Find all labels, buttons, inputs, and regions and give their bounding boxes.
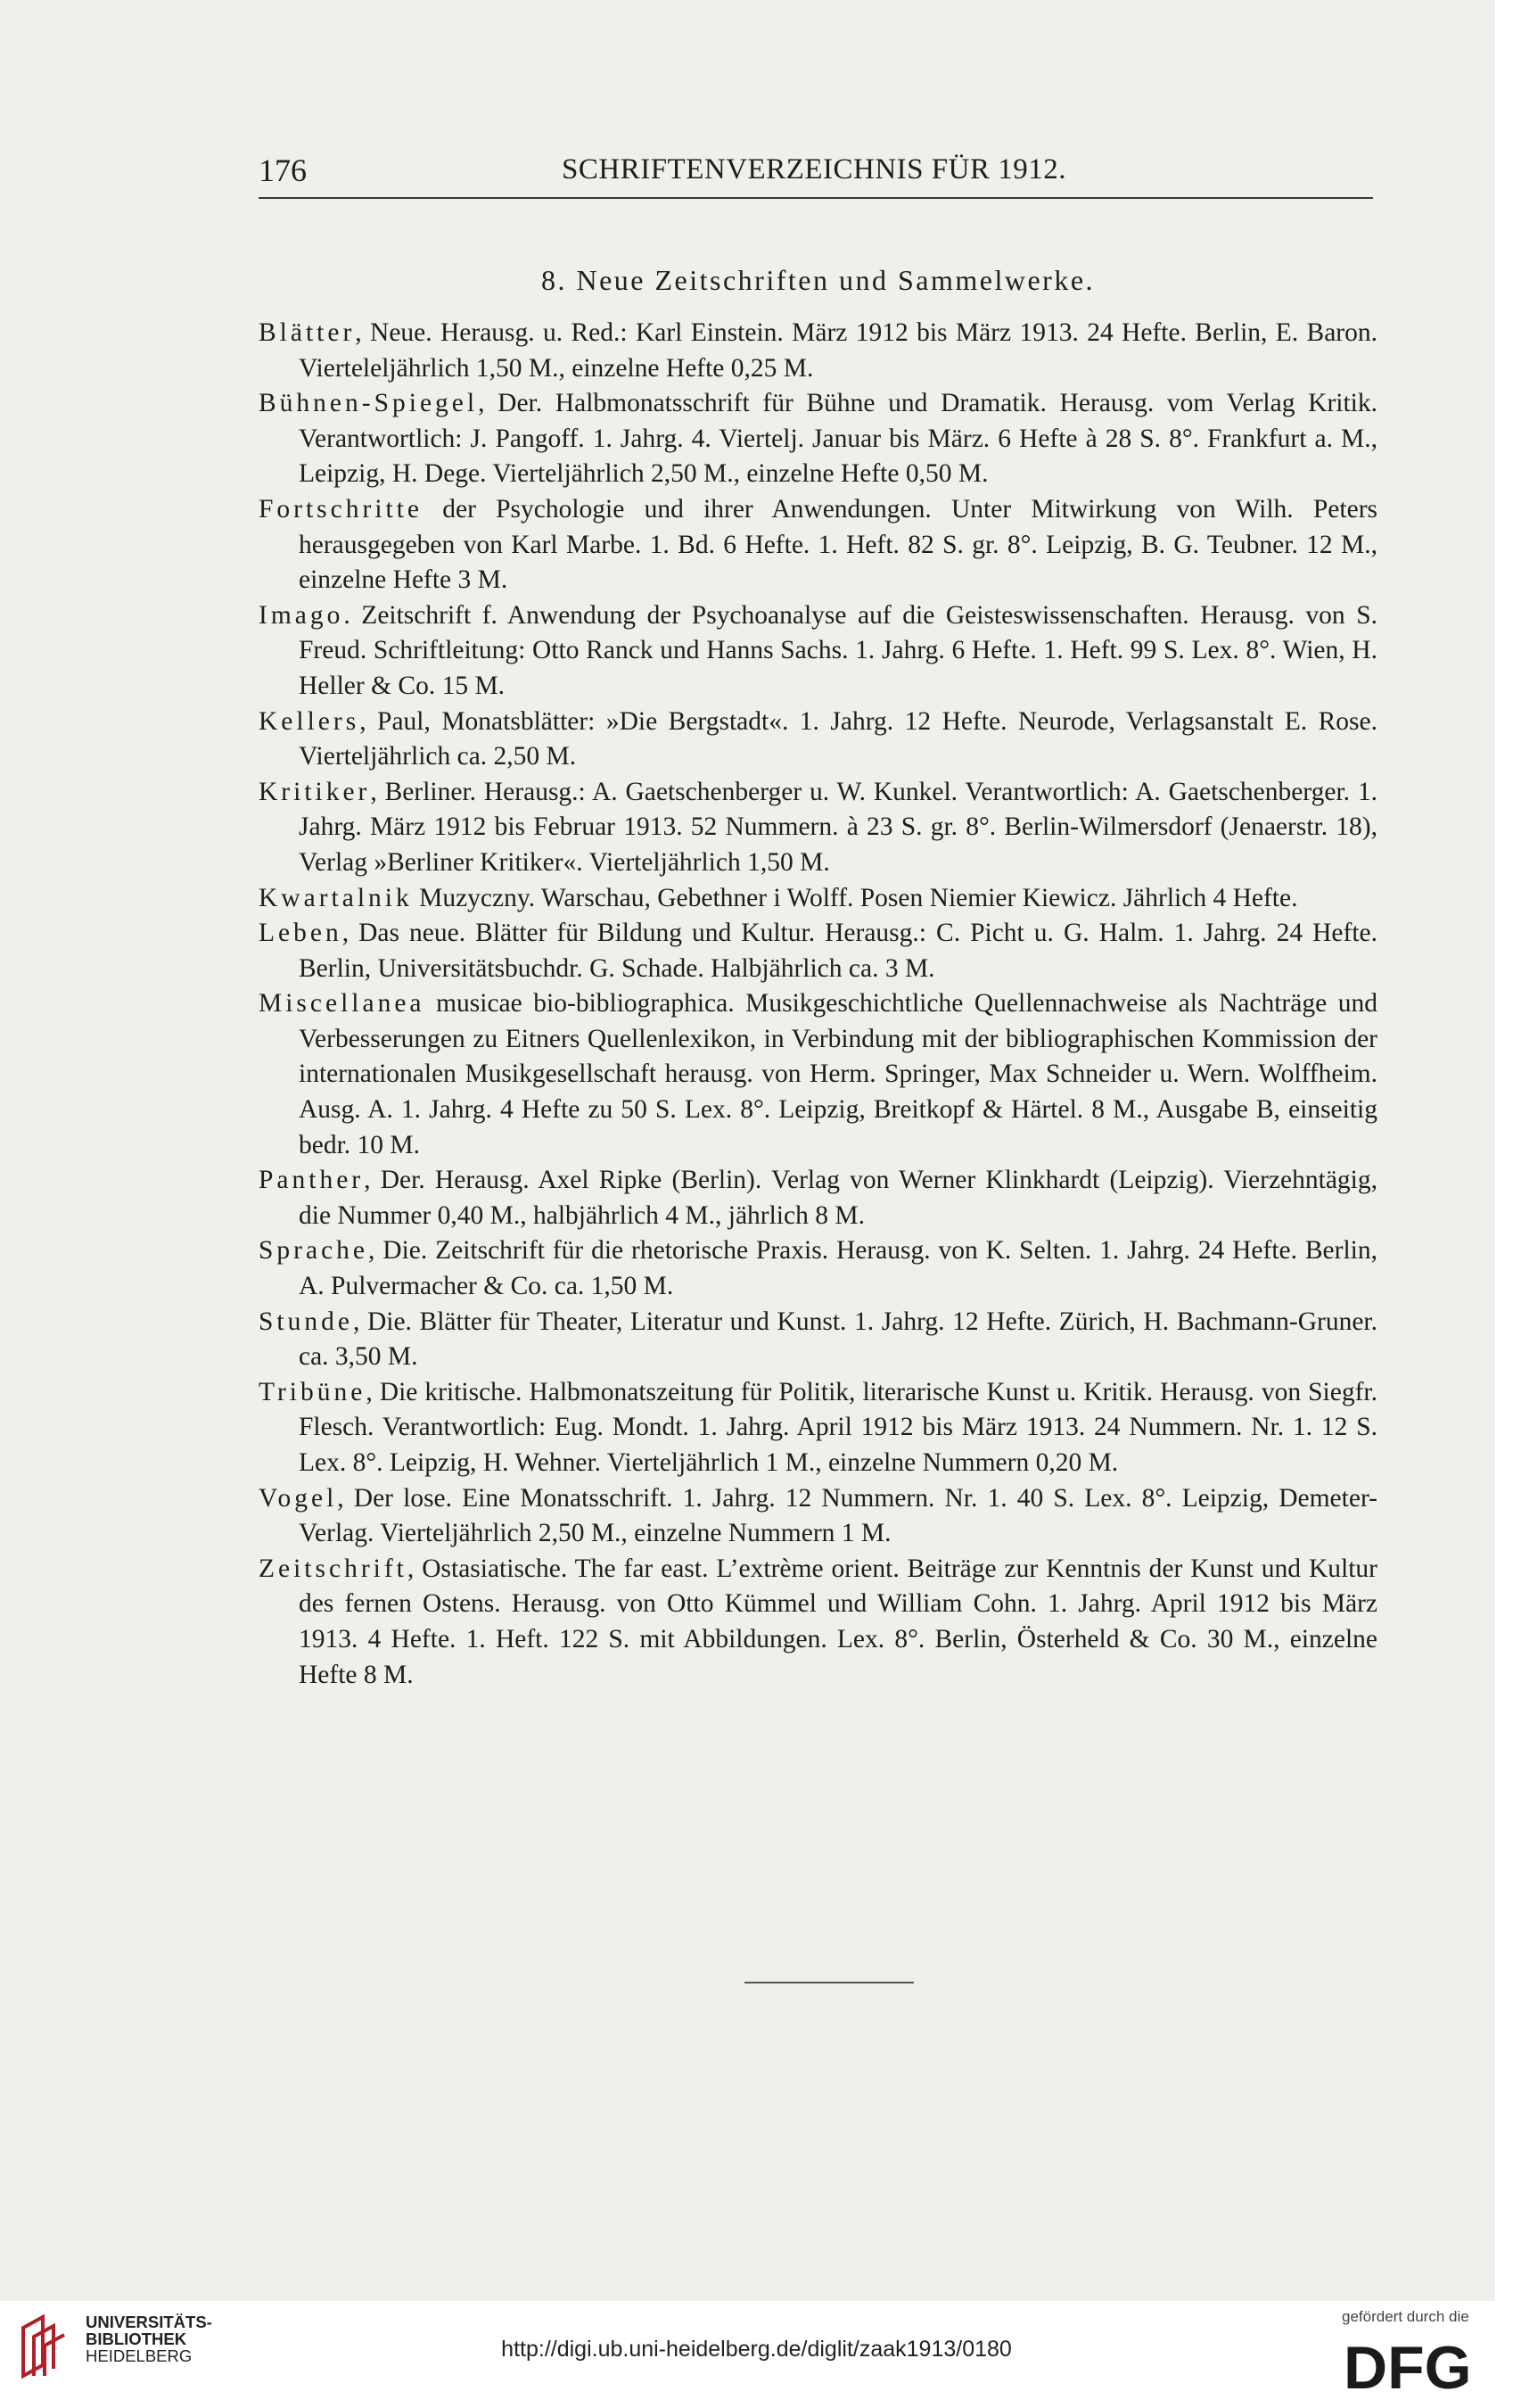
- entry-keyword: Kwartalnik: [259, 883, 413, 912]
- funding-note: gefördert durch die: [1342, 2308, 1469, 2325]
- page-edge: [1495, 0, 1513, 2301]
- bibliography-entry: [259, 986, 1377, 1163]
- section-heading: 8. Neue Zeitschriften und Sammelwerke.: [540, 264, 1096, 296]
- running-title: SCHRIFTENVERZEICHNIS FÜR 1912.: [562, 153, 1066, 186]
- entry-text: , Die. Zeitschrift für die rhetorische Praxis. Herausg. von K. Selten. 1. Jahrg. 24 Hefte. Berlin, A. Pulvermacher & Co. ca. 1,50 M.: [299, 1236, 1377, 1301]
- entry-keyword: Sprache: [259, 1236, 369, 1266]
- entry-text: , Das neue. Blätter für Bildung und Kultur. Herausg.: C. Picht u. G. Halm. 1. Jahrg. 24 Hefte. Berlin, Universitätsbuchdr. G. Schade. Halbjährlich ca. 3 M.: [299, 919, 1377, 983]
- entry-text: , Die kritische. Halbmonatszeitung für Politik, literarische Kunst u. Kritik. Herausg. von Siegfr. Flesch. Verantwortlich: Eug. Mondt. 1. Jahrg. April 1912 bis März 1913. 24 Nummern. Nr. 1. 12 S. Lex. 8°. Leipzig, H. Wehner. Vierteljährlich 1 M., einzelne Nummern 0,20 M.: [299, 1377, 1377, 1477]
- entry-keyword: Fortschritte: [259, 494, 423, 524]
- entries-list: [259, 316, 1377, 1693]
- bibliography-entry: [259, 1305, 1377, 1375]
- entry-text: Muzyczny. Warschau, Gebethner i Wolff. Posen Niemier Kiewicz. Jährlich 4 Hefte.: [412, 883, 1298, 912]
- bibliography-entry: [259, 881, 1377, 917]
- bibliography-entry: [259, 386, 1377, 492]
- bibliography-entry: [259, 1552, 1377, 1693]
- entry-keyword: Bühnen-Spiegel: [259, 389, 479, 418]
- header-rule: [259, 197, 1373, 199]
- entry-text: . Zeitschrift f. Anwendung der Psychoanalyse auf die Geisteswissenschaften. Herausg. von S. Freud. Schriftleitung: Otto Ranck und Hanns Sachs. 1. Jahrg. 6 Hefte. 1. Heft. 99 S. Lex. 8°. Wien, H. Heller & Co. 15 M.: [299, 600, 1377, 700]
- entry-text: , Der. Halbmonatsschrift für Bühne und Dramatik. Herausg. vom Verlag Kritik. Verantwortlich: J. Pangoff. 1. Jahrg. 4. Viertelj. Januar bis März. 6 Hefte à 28 S. 8°. Frankfurt a. M., Leipzig, H. Dege. Vierteljährlich 2,50 M., einzelne Hefte 0,50 M.: [299, 389, 1377, 489]
- bibliography-entry: [259, 1233, 1377, 1304]
- source-url[interactable]: http://digi.ub.uni-heidelberg.de/diglit/zaak1913/0180: [501, 2337, 1012, 2362]
- entry-text: , Der. Herausg. Axel Ripke (Berlin). Verlag von Werner Klinkhardt (Leipzig). Vierzehntägig, die Nummer 0,40 M., halbjährlich 4 M., jährlich 8 M.: [299, 1166, 1377, 1230]
- entry-text: , Berliner. Herausg.: A. Gaetschenberger u. W. Kunkel. Verantwortlich: A. Gaetschenberger. 1. Jahrg. März 1912 bis Februar 1913. 52 Nummern. à 23 S. gr. 8°. Berlin-Wilmersdorf (Jenaerstr. 18), Verlag »Berliner Kritiker«. Vierteljährlich 1,50 M.: [299, 777, 1377, 877]
- bibliography-entry: [259, 1163, 1377, 1233]
- entry-text: , Neue. Herausg. u. Red.: Karl Einstein. März 1912 bis März 1913. 24 Hefte. Berlin, E. Baron. Vierteleljährlich 1,50 M., einzelne Hefte 0,25 M.: [299, 318, 1377, 383]
- library-line-1: UNIVERSITÄTS-: [86, 2313, 212, 2331]
- entry-text: musicae bio-bibliographica. Musikgeschichtliche Quellennachweise als Nachträge und Verbesserungen zu Eitners Quellenlexikon, in Verbindung mit der bibliographischen Kommission der internationalen Musikgesellschaft herausg. von Herm. Springer, Max Schneider u. Wern. Wolffheim. Ausg. A. 1. Jahrg. 4 Hefte zu 50 S. Lex. 8°. Leipzig, Breitkopf & Härtel. 8 M., Ausgabe B, einseitig bedr. 10 M.: [299, 989, 1377, 1159]
- entry-keyword: Tribüne: [259, 1377, 366, 1406]
- bibliography-entry: [259, 598, 1377, 705]
- bibliography-entry: [259, 1375, 1377, 1481]
- entry-keyword: Panther: [259, 1166, 365, 1195]
- entry-text: der Psychologie und ihrer Anwendungen. Unter Mitwirkung von Wilh. Peters herausgegeben von Karl Marbe. 1. Bd. 6 Hefte. 1. Heft. 82 S. gr. 8°. Leipzig, B. G. Teubner. 12 M., einzelne Hefte 3 M.: [299, 494, 1377, 595]
- entry-keyword: Stunde: [259, 1307, 353, 1336]
- library-line-2: BIBLIOTHEK: [86, 2330, 187, 2348]
- bibliography-entry: [259, 1481, 1377, 1552]
- entry-keyword: Blätter: [259, 318, 356, 347]
- entry-keyword: Vogel: [259, 1483, 338, 1513]
- entry-keyword: Imago: [259, 600, 344, 630]
- entry-keyword: Leben: [259, 919, 342, 948]
- bibliography-entry: [259, 705, 1377, 775]
- entry-keyword: Zeitschrift: [259, 1554, 407, 1583]
- entry-text: , Die. Blätter für Theater, Literatur und Kunst. 1. Jahrg. 12 Hefte. Zürich, H. Bachmann-Gruner. ca. 3,50 M.: [299, 1307, 1377, 1372]
- entry-text: , Ostasiatische. The far east. L’extrème orient. Beiträge zur Kenntnis der Kunst und Kultur des fernen Ostens. Herausg. von Otto Kümmel und William Cohn. 1. Jahrg. April 1912 bis März 1913. 4 Hefte. 1. Heft. 122 S. mit Abbildungen. Lex. 8°. Berlin, Österheld & Co. 30 M., einzelne Hefte 8 M.: [299, 1554, 1377, 1689]
- dfg-logo-text: DFG: [1344, 2334, 1472, 2399]
- library-line-3: HEIDELBERG: [86, 2346, 193, 2365]
- bibliography-entry: [259, 916, 1377, 986]
- end-rule: [744, 1982, 914, 1983]
- bibliography-entry: [259, 775, 1377, 881]
- page-number: 176: [259, 153, 307, 188]
- entry-keyword: Kellers: [259, 706, 360, 736]
- bibliography-entry: [259, 492, 1377, 598]
- entry-keyword: Kritiker: [259, 777, 371, 806]
- running-header: [259, 152, 1373, 196]
- entry-text: , Der lose. Eine Monatsschrift. 1. Jahrg. 12 Nummern. Nr. 1. 40 S. Lex. 8°. Leipzig, Demeter-Verlag. Vierteljährlich 2,50 M., einzelne Nummern 1 M.: [299, 1483, 1377, 1548]
- bibliography-entry: [259, 316, 1377, 386]
- entry-keyword: Miscellanea: [259, 989, 425, 1018]
- entry-text: , Paul, Monatsblätter: »Die Bergstadt«. 1. Jahrg. 12 Hefte. Neurode, Verlagsanstalt E. Rose. Vierteljährlich ca. 2,50 M.: [299, 706, 1377, 771]
- dfg-logo-icon: [1342, 2328, 1498, 2399]
